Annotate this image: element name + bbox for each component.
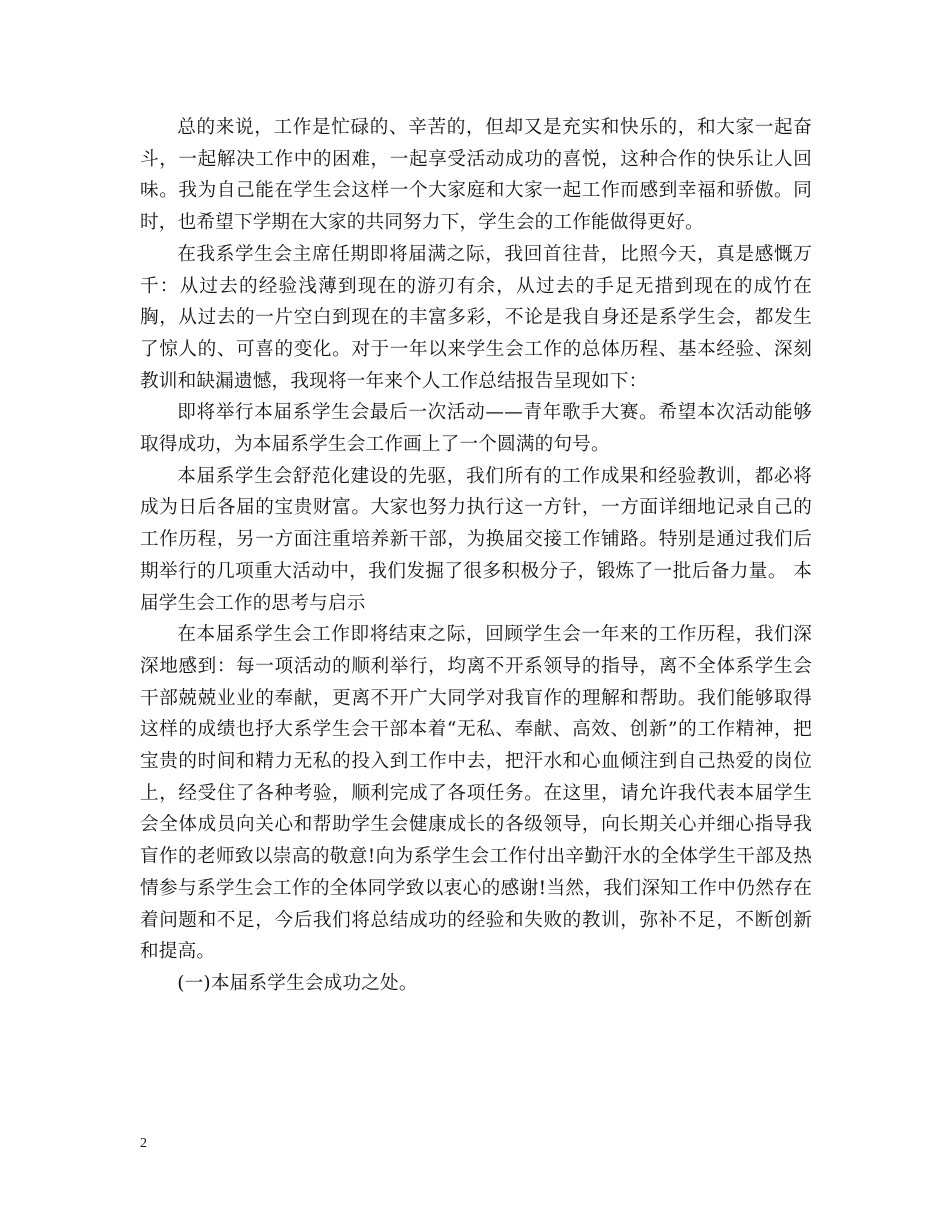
- paragraph-4: 本届系学生会舒范化建设的先驱，我们所有的工作成果和经验教训，都必将成为日后各届的宝贵财富。大家也努力执行这一方针，一方面详细地记录自己的工作历程，另一方面注重培养新干部，为换届交接工作铺路。特别是通过我们后期举行的几项重大活动中，我们发掘了很多积极分子，锻炼了一批后备力量。 本届学生会工作的思考与启示: [140, 465, 812, 614]
- paragraph-1: 总的来说，工作是忙碌的、辛苦的，但却又是充实和快乐的，和大家一起奋斗，一起解决工作中的困难，一起享受活动成功的喜悦，这种合作的快乐让人回味。我为自己能在学生会这样一个大家庭和大家一起工作而感到幸福和骄傲。同时，也希望下学期在大家的共同努力下，学生会的工作能做得更好。: [140, 117, 812, 234]
- paragraph-5: 在本届系学生会工作即将结束之际，回顾学生会一年来的工作历程，我们深深地感到：每一项活动的顺利举行，均离不开系领导的指导，离不全体系学生会干部兢兢业业的奉献，更离不开广大同学对我盲作的理解和帮助。我们能够取得这样的成绩也抒大系学生会干部本着“无私、奉献、高效、创新”的工作精神，把宝贵的时间和精力无私的投入到工作中去，把汗水和心血倾注到自己热爱的岗位上，经受住了各种考验，顺利完成了各项任务。在这里，请允许我代表本届学生会全体成员向关心和帮助学生会健康成长的各级领导，向长期关心并细心指导我盲作的老师致以崇高的敬意!向为系学生会工作付出辛勤汗水的全体学生干部及热情参与系学生会工作的全体同学致以衷心的感谢!当然，我们深知工作中仍然存在着问题和不足，今后我们将总结成功的经验和失败的教训，弥补不足，不断创新和提高。: [140, 624, 812, 963]
- paragraph-3: 即将举行本届系学生会最后一次活动——青年歌手大赛。希望本次活动能够取得成功，为本届系学生会工作画上了一个圆满的句号。: [140, 402, 812, 456]
- body-text: [140, 112, 812, 1000]
- paragraph-2: 在我系学生会主席任期即将届满之际，我回首往昔，比照今天，真是感慨万千：从过去的经验浅薄到现在的游刃有余，从过去的手足无措到现在的成竹在胸，从过去的一片空白到现在的丰富多彩，不论是我自身还是系学生会，都发生了惊人的、可喜的变化。对于一年以来学生会工作的总体历程、基本经验、深刻教训和缺漏遗憾，我现将一年来个人工作总结报告呈现如下：: [140, 243, 812, 392]
- paragraph-6: (一)本届系学生会成功之处。: [177, 972, 418, 994]
- page-number: 2: [140, 1136, 147, 1151]
